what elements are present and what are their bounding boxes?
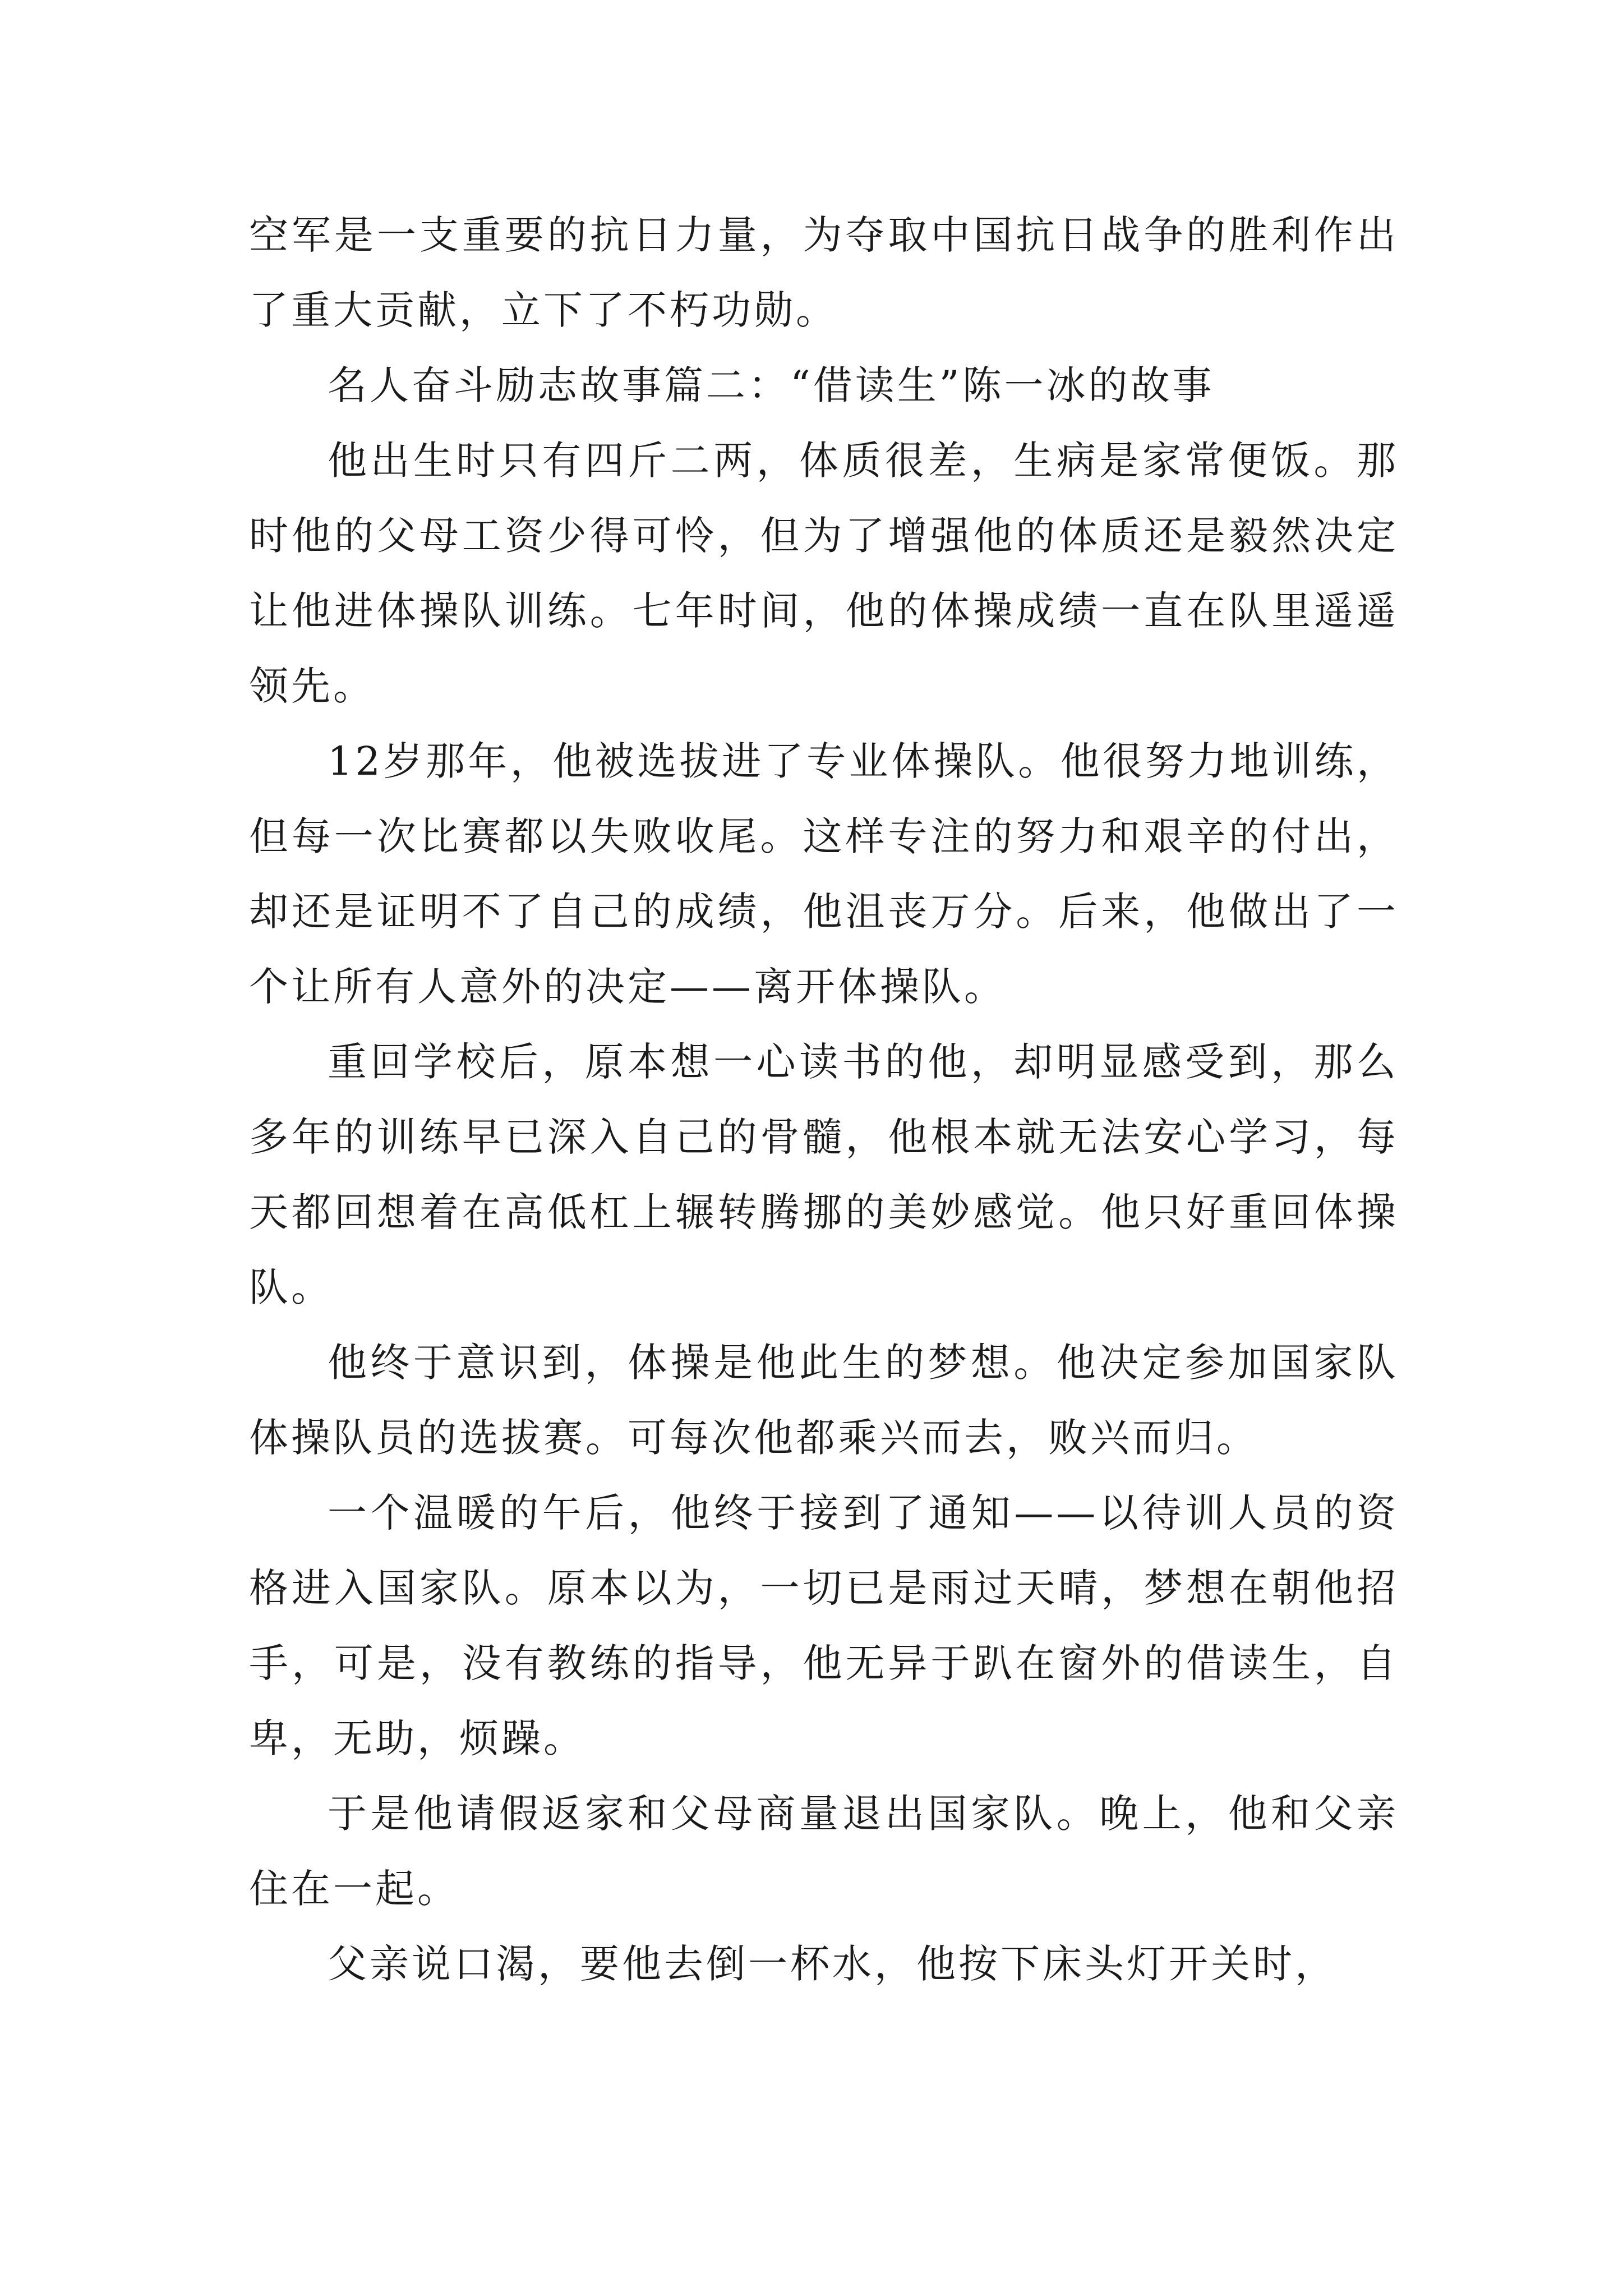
paragraph: 于是他请假返家和父母商量退出国家队。晚上，他和父亲住在一起。	[249, 1791, 1399, 1912]
paragraph: 他出生时只有四斤二两，体质很差，生病是家常便饭。那时他的父母工资少得可怜，但为了增强他的体质还是毅然决定让他进体操队训练。七年时间，他的体操成绩一直在队里遥遥领先。	[249, 438, 1399, 709]
paragraph: 他终于意识到，体操是他此生的梦想。他决定参加国家队体操队员的选拔赛。可每次他都乘兴而去，败兴而归。	[249, 1340, 1399, 1461]
paragraph-continuation: 空军是一支重要的抗日力量，为夺取中国抗日战争的胜利作出了重大贡献，立下了不朽功勋。	[249, 212, 1399, 333]
paragraph: 父亲说口渴，要他去倒一杯水，他按下床头灯开关时，	[328, 1941, 1337, 1987]
section-heading: 名人奋斗励志故事篇二：“借读生”陈一冰的故事	[328, 362, 1215, 408]
paragraph: 一个温暖的午后，他终于接到了通知——以待训人员的资格进入国家队。原本以为，一切已是雨过天晴，梦想在朝他招手，可是，没有教练的指导，他无异于趴在窗外的借读生，自卑，无助，烦躁。	[249, 1490, 1399, 1761]
paragraph: 12岁那年，他被选拔进了专业体操队。他很努力地训练，但每一次比赛都以失败收尾。这样专注的努力和艰辛的付出，却还是证明不了自己的成绩，他沮丧万分。后来，他做出了一个让所有人意外的决定——离开体操队。	[249, 738, 1399, 1010]
paragraph: 重回学校后，原本想一心读书的他，却明显感受到，那么多年的训练早已深入自己的骨髓，他根本就无法安心学习，每天都回想着在高低杠上辗转腾挪的美妙感觉。他只好重回体操队。	[249, 1039, 1399, 1310]
body-text	[249, 197, 1399, 2001]
